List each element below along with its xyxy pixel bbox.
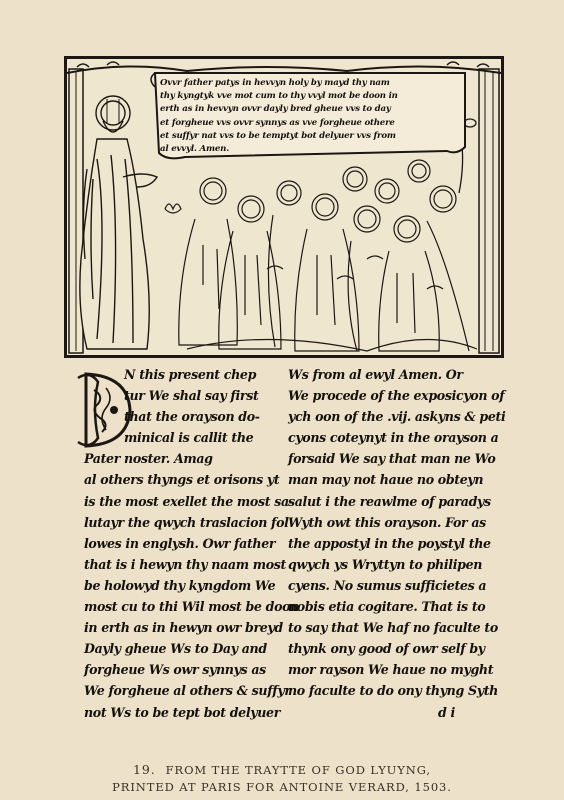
text-column-right bbox=[288, 364, 505, 723]
text-line: We forgheue al others & suffyr bbox=[84, 683, 291, 699]
text-line: to say that We haf no faculte to bbox=[288, 620, 498, 636]
text-line: nobis etia cogitare. That is to bbox=[288, 599, 486, 615]
text-line: be holowyd thy kyngdom We bbox=[84, 577, 276, 593]
text-line: no faculte to do ony thyng Syth bbox=[288, 683, 498, 699]
text-line: is the most exellet the most sa- bbox=[84, 493, 294, 509]
scroll-line: et forgheue vvs ovvr synnys as vve forgheue othere bbox=[160, 117, 395, 128]
text-line: tur We shal say first bbox=[124, 388, 259, 404]
scroll-line: thy kyngtyk vve mot cum to thy vvyl mot be doon in bbox=[160, 91, 398, 102]
text-line: cyons coteynyt in the orayson a bbox=[288, 430, 499, 446]
text-line: ych oon of the .vij. askyns & peti bbox=[288, 409, 506, 425]
plate-caption-line1 bbox=[0, 762, 564, 777]
text-line: al others thyngs et orisons yt bbox=[84, 472, 280, 488]
scroll-line: erth as in hevvyn ovvr dayly bred gheue vvs to day bbox=[160, 104, 391, 115]
text-line: lowes in englysh. Owr father bbox=[84, 535, 276, 551]
apostles-group bbox=[179, 160, 477, 351]
text-line: thynk ony good of owr self by bbox=[288, 641, 485, 657]
text-line: qwych ys Wryttyn to philipen bbox=[288, 556, 483, 572]
text-line: that the orayson do- bbox=[124, 409, 260, 425]
text-line: that is i hewyn thy naam most bbox=[84, 556, 286, 572]
text-line: in erth as in hewyn owr breyd bbox=[84, 620, 283, 636]
scroll-line: Ovvr father patys in hevvyn holy by mayd thy nam bbox=[160, 78, 390, 88]
text-line: salut i the reawlme of paradys bbox=[288, 493, 491, 509]
text-line: Wyth owt this orayson. For as bbox=[288, 514, 486, 530]
text-line: Dayly gheue Ws to Day and bbox=[84, 641, 267, 657]
plate-caption-line2: PRINTED AT PARIS FOR ANTOINE VERARD, 1503. bbox=[112, 780, 452, 794]
caption-title: FROM THE TRAYTTE OF GOD LYUYNG, bbox=[165, 763, 431, 777]
text-line: man may not haue no obteyn bbox=[288, 472, 484, 488]
text-line: forgheue Ws owr synnys as bbox=[84, 662, 266, 678]
text-line: the appostyl in the poystyl the bbox=[288, 535, 491, 551]
text-line: N this present chep bbox=[124, 367, 257, 382]
text-line: Ws from al ewyl Amen. Or bbox=[288, 367, 463, 382]
signature-mark: d i bbox=[438, 704, 455, 720]
scroll-line: al evvyl. Amen. bbox=[160, 144, 229, 155]
plate-number: 19. bbox=[133, 762, 156, 777]
text-line: most cu to thi Wil most be doon bbox=[84, 599, 299, 615]
text-line: We procede of the exposicyon of bbox=[288, 388, 505, 404]
text-line: Pater noster. Amag bbox=[84, 451, 213, 467]
text-line: not Ws to be tept bot delyuer bbox=[84, 704, 280, 720]
text-line: minical is callit the bbox=[124, 430, 254, 446]
text-column-left bbox=[84, 364, 299, 723]
scroll-line: et suffyr nat vvs to be temptyt bot delyuer vvs from bbox=[160, 130, 396, 141]
text-line: mor rayson We haue no myght bbox=[288, 662, 494, 678]
text-line: forsaid We say that man ne Wo bbox=[288, 451, 496, 467]
text-line: lutayr the qwych traslacion fol bbox=[84, 514, 289, 530]
text-line: cyens. No sumus sufficietes a bbox=[288, 577, 487, 593]
scroll-banner-text bbox=[152, 74, 470, 158]
